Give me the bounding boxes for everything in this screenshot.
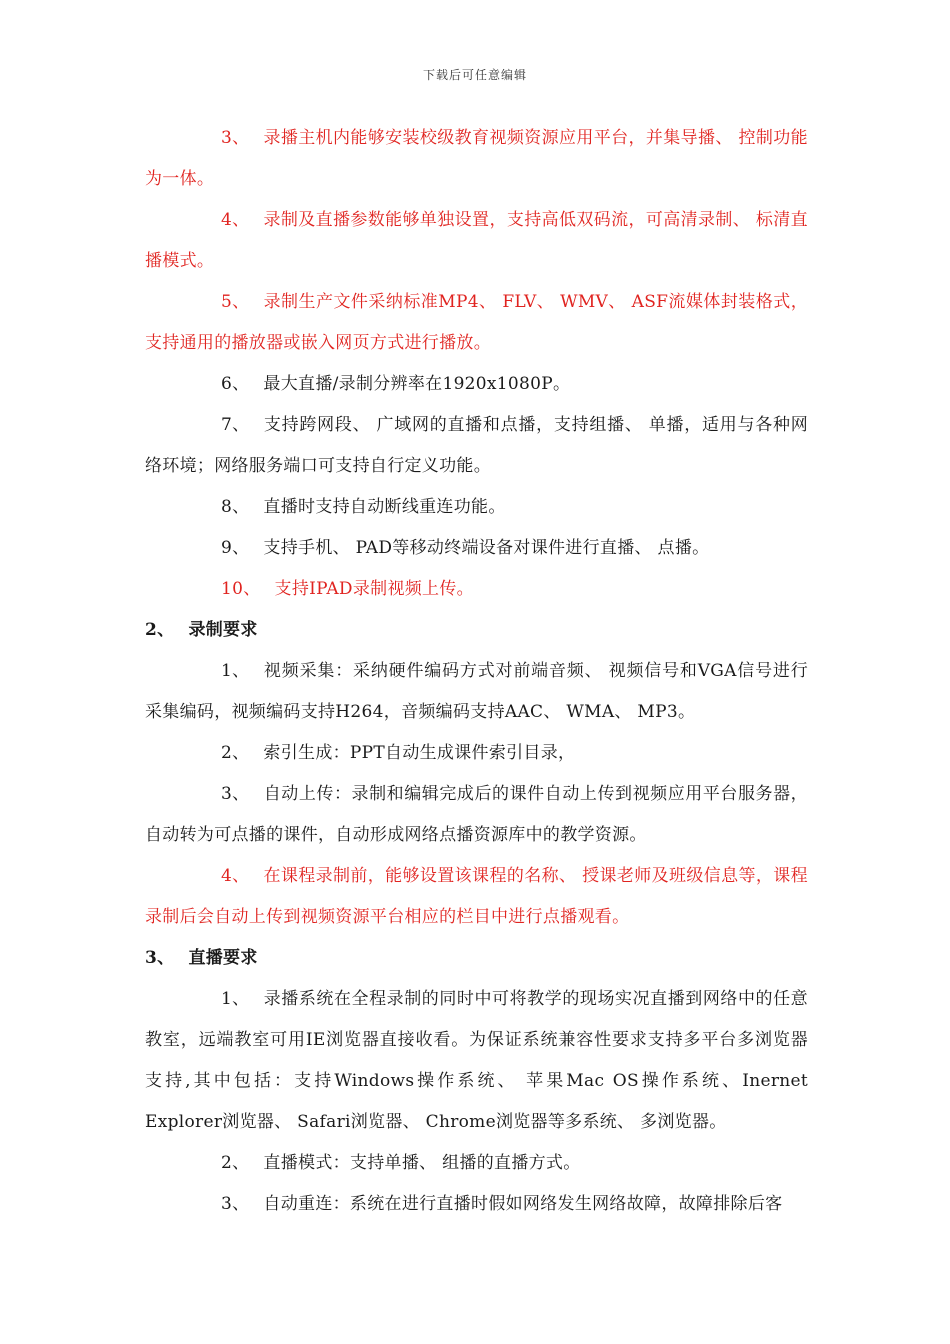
item-number: 4、 bbox=[221, 866, 250, 886]
item-text: 录播系统在全程录制的同时中可将教学的现场实况直播到网络中的任意教室，远端教室可用IE浏览器直接收看。为保证系统兼容性要求支持多平台多浏览器 支持,其中包括：支持Windows操作系统、 苹果Mac OS操作系统、Inernet Explorer浏览器、 Safari浏览器、 Chrome浏览器等多系统、 多浏览器。 bbox=[145, 989, 808, 1132]
item-text: 在课程录制前，能够设置该课程的名称、 授课老师及班级信息等，课程录制后会自动上传到视频资源平台相应的栏目中进行点播观看。 bbox=[145, 866, 808, 927]
paragraph-item bbox=[145, 200, 808, 282]
item-text: 支持跨网段、 广域网的直播和点播，支持组播、 单播，适用与各种网络环境；网络服务端口可支持自行定义功能。 bbox=[145, 415, 808, 476]
paragraph-item bbox=[145, 118, 808, 200]
item-number: 8、 bbox=[221, 497, 250, 517]
paragraph-item bbox=[145, 979, 808, 1143]
item-number: 1、 bbox=[221, 989, 250, 1009]
item-text: 自动上传：录制和编辑完成后的课件自动上传到视频应用平台服务器，自动转为可点播的课件，自动形成网络点播资源库中的教学资源。 bbox=[145, 784, 808, 845]
item-text: 最大直播/录制分辨率在1920x1080P。 bbox=[263, 374, 571, 394]
item-text: 录播主机内能够安装校级教育视频资源应用平台，并集导播、 控制功能为一体。 bbox=[145, 128, 808, 189]
paragraph-item bbox=[145, 487, 808, 528]
page-header: 下载后可任意编辑 bbox=[422, 68, 527, 82]
paragraph-item bbox=[145, 364, 808, 405]
item-text: 视频采集：采纳硬件编码方式对前端音频、 视频信号和VGA信号进行采集编码，视频编码支持H264，音频编码支持AAC、 WMA、 MP3。 bbox=[145, 661, 808, 722]
item-number: 6、 bbox=[221, 374, 250, 394]
section-title: 录制要求 bbox=[188, 620, 258, 640]
paragraph-item bbox=[145, 528, 808, 569]
item-number: 3、 bbox=[221, 784, 250, 804]
paragraph-item bbox=[145, 569, 808, 610]
section-heading bbox=[145, 610, 808, 651]
paragraph-item bbox=[145, 282, 808, 364]
item-text: 直播时支持自动断线重连功能。 bbox=[263, 497, 506, 517]
section-number: 2、 bbox=[145, 620, 175, 640]
item-number: 1、 bbox=[221, 661, 250, 681]
item-number: 2、 bbox=[221, 1153, 250, 1173]
paragraph-item bbox=[145, 774, 808, 856]
item-text: 直播模式：支持单播、 组播的直播方式。 bbox=[263, 1153, 581, 1173]
paragraph-item bbox=[145, 405, 808, 487]
item-number: 2、 bbox=[221, 743, 250, 763]
item-number: 7、 bbox=[221, 415, 250, 435]
paragraph-item bbox=[145, 1143, 808, 1184]
item-number: 10、 bbox=[221, 579, 261, 599]
item-number: 5、 bbox=[221, 292, 250, 312]
item-number: 4、 bbox=[221, 210, 250, 230]
paragraph-item bbox=[145, 651, 808, 733]
item-text: 支持IPAD录制视频上传。 bbox=[274, 579, 474, 599]
item-number: 9、 bbox=[221, 538, 250, 558]
paragraph-item bbox=[145, 733, 808, 774]
paragraph-item bbox=[145, 856, 808, 938]
section-heading bbox=[145, 938, 808, 979]
paragraph-item bbox=[145, 1184, 808, 1225]
section-number: 3、 bbox=[145, 948, 175, 968]
item-text: 录制生产文件采纳标准MP4、 FLV、 WMV、 ASF流媒体封装格式，支持通用的播放器或嵌入网页方式进行播放。 bbox=[145, 292, 808, 353]
item-number: 3、 bbox=[221, 128, 250, 148]
item-text: 录制及直播参数能够单独设置，支持高低双码流，可高清录制、 标清直播模式。 bbox=[145, 210, 808, 271]
item-number: 3、 bbox=[221, 1194, 250, 1214]
item-text: 自动重连：系统在进行直播时假如网络发生网络故障，故障排除后客 bbox=[263, 1194, 783, 1214]
section-title: 直播要求 bbox=[188, 948, 258, 968]
item-text: 支持手机、 PAD等移动终端设备对课件进行直播、 点播。 bbox=[263, 538, 710, 558]
item-text: 索引生成：PPT自动生成课件索引目录， bbox=[263, 743, 576, 763]
document-body bbox=[145, 118, 808, 1225]
